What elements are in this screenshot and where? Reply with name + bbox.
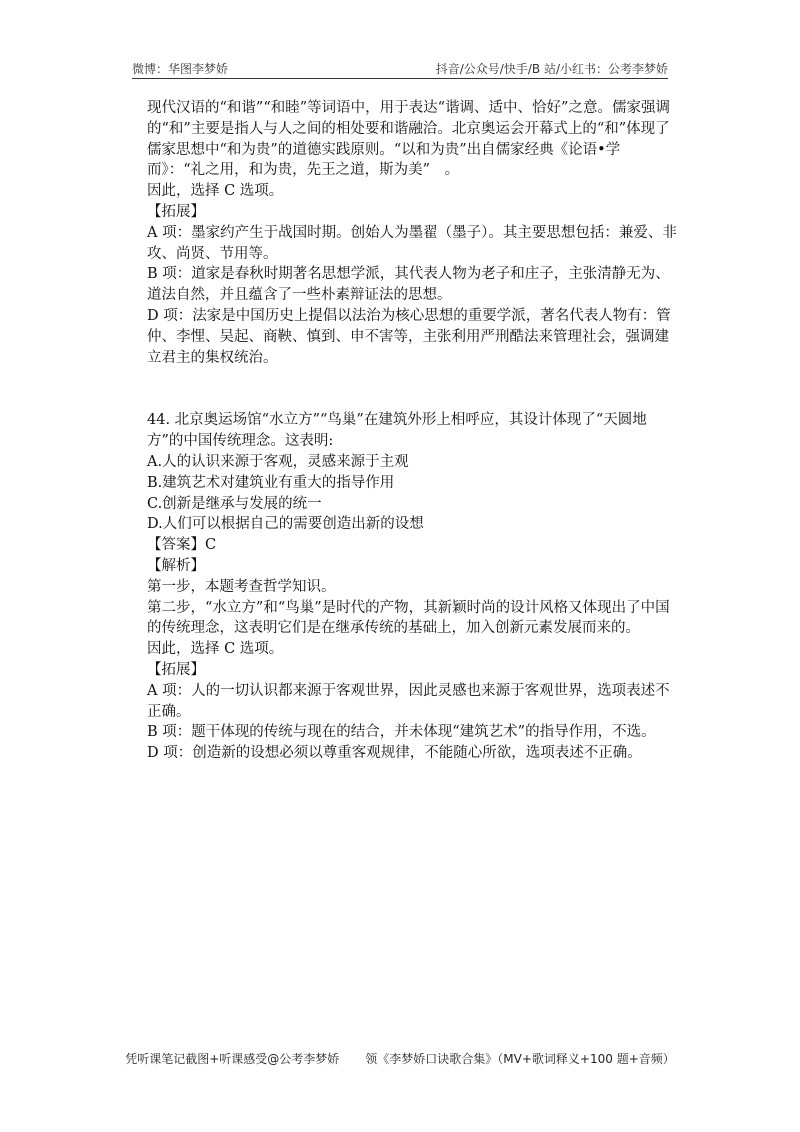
section1-paragraph: 现代汉语的“和谐”“和睦”等词语中，用于表达“谐调、适中、恰好”之意。儒家强调的“和”主要是指人与人之间的相处要和谐融洽。北京奥运会开幕式上的“和”体现了儒家思想中“和为贵”的道德实践原则。“以和为贵”出自儒家经典《论语•学而》：“礼之用，和为贵，先王之道，斯为美” 。: [147, 100, 670, 179]
page-footer: [0, 1050, 800, 1067]
section-gap: [147, 368, 677, 410]
option-a: A.人的认识来源于客观，灵感来源于主观: [147, 453, 409, 470]
section1-expand-item-b: B 项：道家是春秋时期著名思想学派，其代表人物为老子和庄子，主张清静无为、道法自然，并且蕴含了一些朴素辩证法的思想。: [147, 266, 670, 304]
section1-expand-item-d: D 项：法家是中国历史上提倡以法治为核心思想的重要学派，著名代表人物有：管仲、李悝、吴起、商鞅、慎到、申不害等，主张利用严刑酷法来管理社会，强调建立君主的集权统治。: [147, 307, 671, 366]
option-c: C.创新是继承与发展的统一: [147, 495, 322, 512]
section1-expand-item-a: A 项：墨家约产生于战国时期。创始人为墨翟（墨子）。其主要思想包括：兼爱、非攻、尚贤、节用等。: [147, 224, 677, 262]
question-stem: 44. 北京奥运场馆“水立方”“鸟巢”在建筑外形上相呼应，其设计体现了“天圆地方”的中国传统理念。这表明:: [147, 412, 647, 450]
answer-line: 【答案】C: [147, 537, 217, 554]
header-weibo-label: 微博：华图李梦娇: [132, 62, 229, 76]
q44-expand-item-a: A 项：人的一切认识都来源于客观世界，因此灵感也来源于客观世界，选项表述不正确。: [147, 682, 670, 720]
analysis-step-2: 第二步，“水立方”和“鸟巢”是时代的产物，其新颖时尚的设计风格又体现出了中国的传统理念，这表明它们是在继承传统的基础上，加入创新元素发展而来的。: [147, 599, 670, 637]
document-body: [147, 98, 677, 764]
q44-expand-item-d: D 项：创造新的设想必须以尊重客观规律，不能随心所欲，选项表述不正确。: [147, 745, 642, 762]
section1-expand-label: 【拓展】: [147, 203, 205, 220]
page-header: [132, 58, 668, 79]
option-b: B.建筑艺术对建筑业有重大的指导作用: [147, 474, 395, 491]
section1-conclusion: 因此，选择 C 选项。: [147, 183, 284, 200]
q44-expand-label: 【拓展】: [147, 661, 205, 678]
analysis-step-1: 第一步，本题考查哲学知识。: [147, 578, 336, 595]
analysis-label: 【解析】: [147, 557, 205, 574]
header-social-label: 抖音/公众号/快手/B 站/小红书：公考李梦娇: [435, 62, 668, 76]
option-d: D.人们可以根据自己的需要创造出新的设想: [147, 516, 424, 533]
analysis-conclusion: 因此，选择 C 选项。: [147, 641, 284, 658]
q44-expand-item-b: B 项：题干体现的传统与现在的结合，并未体现“建筑艺术”的指导作用，不选。: [147, 724, 656, 741]
footer-right-text: 领《李梦娇口诀歌合集》（MV+歌词释义+100 题+音频）: [365, 1052, 675, 1066]
footer-left-text: 凭听课笔记截图+听课感受@公考李梦娇: [125, 1052, 340, 1066]
